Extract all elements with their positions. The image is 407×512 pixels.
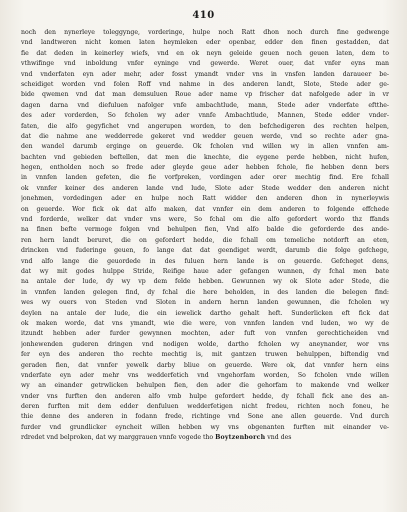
text-line: in vnnfen landen gelegen find, dy fchal die here beholden, in des landen die belegen find: (21, 288, 389, 296)
text-line: deylen na antale der lude, die ein iewelick dartho gehalt heft. Sunderlicken eft fick dat (21, 309, 389, 317)
text-line: vnd alfo lange die geuordede in des fuluen hern lande is on geuerde. Gefcheget dens, (21, 257, 389, 265)
text-line: vnderfate eyn ader mehr vns wedderfetich vnd vngehorfam worden, So fcholen vnde willen (21, 371, 389, 379)
text-line: bide qwemen vnd dat man demsuluen Roue ader name vp frischer dat nafolgede ader in vr (21, 91, 389, 99)
text-line: vnd landtweren nicht komen laten heymleken eder openbar, edder den finen gestadden, dat (21, 39, 389, 47)
text-line: geraden fien, dat vnnfer yewelk darby bliue on geuerde. Were ok, dat vnnfer hern eins (21, 361, 389, 369)
text-line: itzundt hebben ader furder gewynnen mochten, ader fuft von vnnfen gerechticheiden vnd (21, 330, 389, 338)
text-line: deren furften mit dem edder denfuluen wedderfetigen nicht fredeu, richten noch foneu, he (21, 403, 389, 411)
text-line: dat die nahme ane wedderrede gekeret vnd wedder geuen werde, vnd so rechte ader gna- (21, 132, 389, 140)
page-number: 410 (192, 10, 215, 21)
text-line: scheidiget worden vnd folen Roff vnd nahme in des anderen landt, Slote, Stede ader ge- (21, 80, 389, 88)
text-line: ok maken worde, dat vns ymandt, wie die were, von vnnfen landen vnd luden, wo wy de (21, 319, 389, 327)
text-line: na finen befte vermoge folgen vnd behulpen fien, Vnd alfo balde die geforderde des ande- (21, 226, 389, 234)
text-line: des ader vorderden, So fcholen wy ader vnnfe Ambachtlude, Mannen, Stede edder vnder- (21, 112, 389, 120)
text-line: bachten vnd gebieden beftellen, dat men die knechte, die eygene perde hebben, nicht hufen, (21, 153, 389, 161)
text-line: in vnnfen landen gefeten, die fie vorfpreken, vordingen ader orer mechtig find. Ere fchall (21, 174, 389, 182)
text-line: jonhewenden guderen dringen vnd nodigen wolde, dartho fcholen wy aneynander, wor vns (21, 340, 389, 348)
text-line: dat wy mit godes hulppe Stride, Reifige haue ader gefangen wunnen, dy fchal men bate (21, 267, 389, 275)
text-line: wy an einander getrwlicken behulpen fien, den ader die gehorfam to makende vnd welker (21, 382, 389, 390)
text-line: faten, die alfo gegyfichet vnd angerupen worden, to den befchedigeren des rechten helpen, (21, 122, 389, 130)
text-line: ok vnnfer keiner des anderen lande vnd lude, Slote ader Stede wedder den anderen nicht (21, 184, 389, 192)
text-line: ren hern landt beruret, die on gefordert hedde, die fchall om temeliche notdorft an eten, (21, 236, 389, 244)
text-line: vnder vns furften den anderen alfo vmb hulpe gefordert hedde, dy fchall fick ane des an- (21, 392, 389, 400)
text-line: jonehmen, vordedingen ader en hulpe noch Ratt widder den anderen dhon in nynerleywis (21, 195, 389, 203)
text-line: vnd forderde, welker dat vnder vns were, So fchal om die alfo gefordert wordo thz ffands (21, 216, 389, 224)
text-line: thie denne des anderen in fodann frede, richtinge vnd Sone ane allen geuerde. Vnd durch (21, 413, 389, 421)
text-line: fie dat deden in keinerley wiefs, vnd en ok neyn geleide geuen noch geuen laten, dem to (21, 49, 389, 57)
text-line: noch den nynerleye toleggynge, vorderinge, hulpe noch Ratt dhon noch durch fine gedwenge (21, 29, 389, 36)
text-line: dagen darna vnd diefuluen nafolger vnfe ambachtlude, mann, Stede ader vnderfate eftthe- (21, 101, 389, 109)
text-line: vnd vnderfaten eyn ader mehr, ader fosst ymandt vnder vns in vnsfen landen daraueer be- (21, 70, 389, 78)
text-line: hegen, entholden noch so frede ader gleyde geue ader hebben fchole, fie hebben denn bers (21, 164, 389, 172)
text-line: furder vnd grundlicker eyncheit willen hebben wy vns obgenanten furften mit einander ve- (21, 423, 389, 431)
emphasized-word: Boytzenborch (215, 434, 266, 442)
text-line: wes wy ouers von Steden vnd Sloten in andern hernn landen gewunnen, die fcholen wy (21, 299, 389, 307)
text-line: vthwifinge vnd inboldung vnfer eyninge vnd gewerde. Weret ouer, dat vnfer eyns man (21, 60, 389, 68)
text-line: rdredet vnd belproken, dat wy marggrauen vnnfe vogede tho Boytzenborch vnd des (21, 434, 292, 442)
text-line: drincken vnd fuderinge geuen, fo lange dat dat geendiget werdt, darumb die folge gefchege, (21, 247, 389, 255)
text-line: on geuerde. Wor fick ok dat alfo maken, dat vnnfer ein dem anderen to folgende effchede (21, 205, 389, 213)
text-line: na antale der lude, dy wy vp dem felde hebben. Gewunnen wy ok Slote ader Stede, die (21, 278, 389, 286)
body-text (21, 28, 389, 444)
text-line: den wandel darumb erginge on geuerde. Ok fcholen vnd willen wy in allen vnnfen am- (21, 143, 389, 151)
text-line: fer eyn des anderen tho rechte mechtig is, mit gantzen truwen behulppen, biftendig vnd (21, 351, 389, 359)
